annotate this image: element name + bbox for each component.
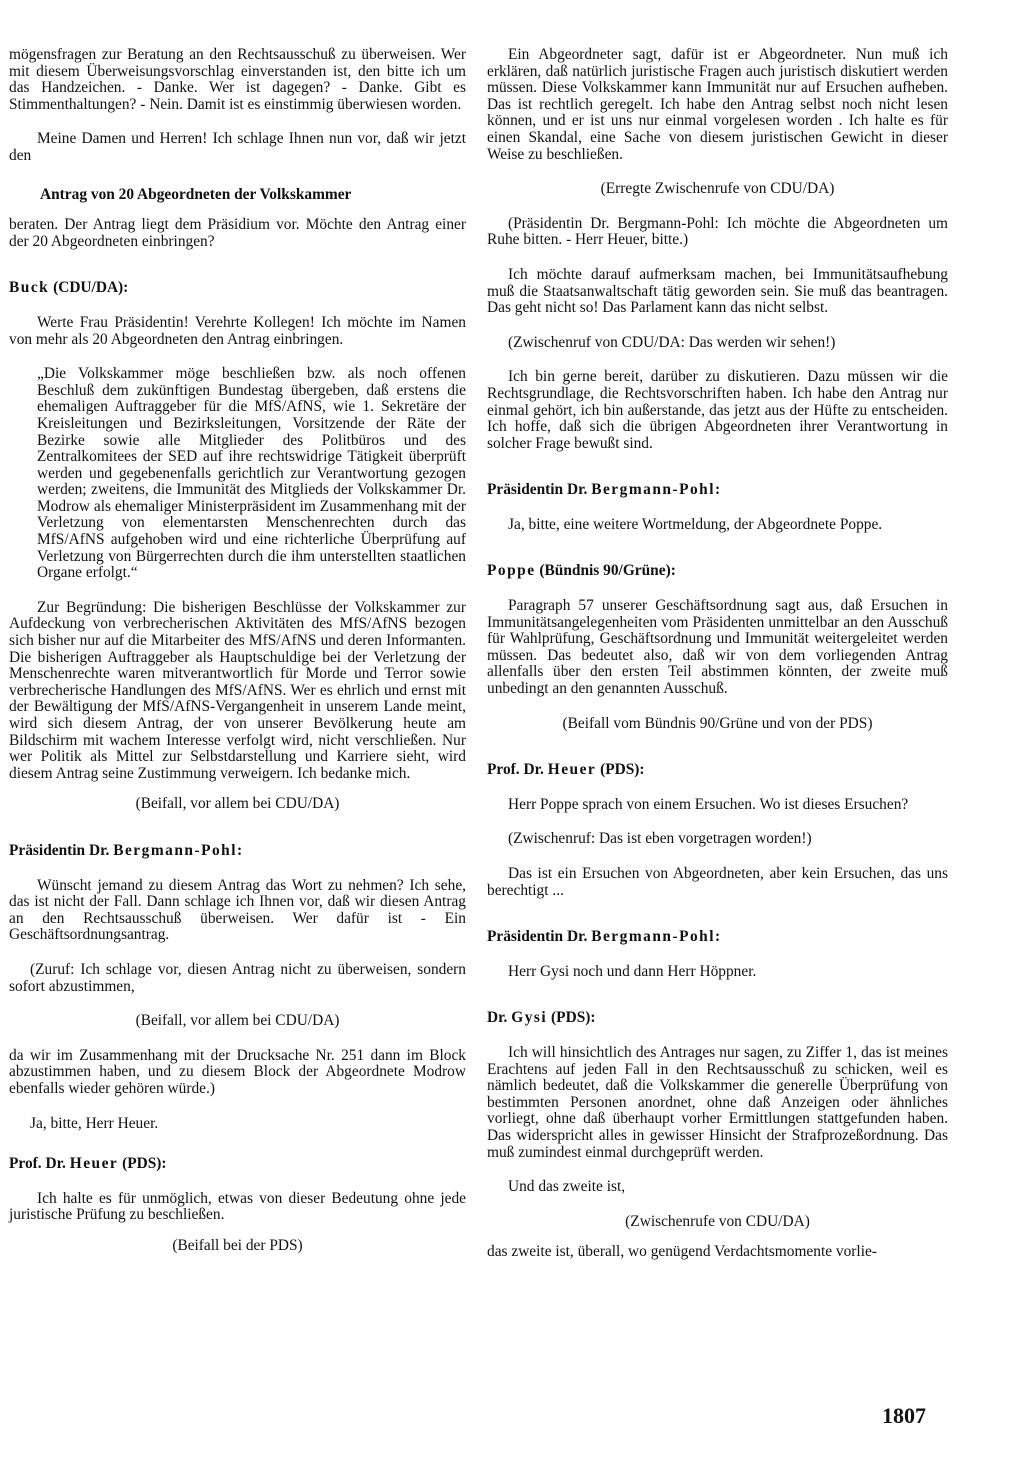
speaker-heading <box>487 762 948 779</box>
speaker-heading <box>487 1010 948 1027</box>
speaker-party: (Bündnis 90/Grüne): <box>539 562 676 580</box>
speaker-name: Heuer <box>69 1155 119 1173</box>
speaker-heading <box>487 929 948 946</box>
paragraph: Ich möchte darauf aufmerksam machen, bei Immunitätsaufhebung muß die Staatsanwaltschaft tätig geworden sein. Sie muß das beantragen. Das geht nicht so! Das Parlament kann das nicht selbst. <box>487 265 948 317</box>
interjection: (Zwischenruf von CDU/DA: Das werden wir sehen!) <box>508 333 836 351</box>
paragraph: Ja, bitte, Herr Heuer. <box>30 1114 159 1132</box>
paragraph: Zur Begründung: Die bisherigen Beschlüsse der Volkskammer zur Aufdeckung von verbrecherischen Aktivitäten des MfS/AfNS bezogen sich bisher nur auf die Mitarbeiter des MfS/AfNS und deren Informanten. Die bisherigen Auftraggeber als Hauptschuldige bei der Verletzung der Menschenrechte waren mitverantwortlich für Morde und Terror sowie verbrecherische Handlungen des MfS/AfNS. Wer es ehrlich und ernst mit der Bewältigung der MfS/AfNS-Vergangenheit in unserem Lande meint, wird sich diesem Antrag, der von unserer Bevölkerung heute am Bildschirm mit wachem Interesse verfolgt wird, nicht verschließen. Nur wer Politik als Mittel zur Selbstdarstellung und Karriere sieht, wird diesem Antrag seine Zustimmung verweigern. Ich bedanke mich. <box>9 598 466 782</box>
speaker-title: Prof. Dr. <box>9 1155 66 1173</box>
speaker-heading <box>487 482 948 499</box>
speaker-title: Prof. Dr. <box>487 761 544 779</box>
page-number: 1807 <box>882 1403 926 1428</box>
speaker-title: Dr. <box>487 1009 508 1027</box>
speaker-party: (PDS): <box>122 1155 167 1173</box>
paragraph: beraten. Der Antrag liegt dem Präsidium vor. Möchte den Antrag einer der 20 Abgeordneten einbringen? <box>9 216 466 250</box>
speaker-party: (CDU/DA): <box>53 279 129 297</box>
speaker-name: Heuer <box>547 761 597 779</box>
speaker-name: Buck <box>9 279 50 297</box>
paragraph: Ich bin gerne bereit, darüber zu diskutieren. Dazu müssen wir die Rechtsgrundlage, die Rechtsvorschriften haben. Ich habe den Antrag nur einmal gehört, ich bin außerstande, das jetzt aus der Hüfte zu entscheiden. Ich hoffe, daß sich die übrigen Abgeordneten ihrer Verantwortung in solcher Frage bewußt sind. <box>487 368 948 452</box>
paragraph: Ich will hinsichtlich des Antrages nur sagen, zu Ziffer 1, das ist meines Erachtens auf jeden Fall in den Rechtsausschuß zu schicken, weil es nämlich bedeutet, daß die Volkskammer die generelle Überprüfung von bestimmten Personen anordnet, ohne daß Anzeigen oder ähnliches vorliegt, ohne daß überhaupt vorher Ermittlungen stattgefunden haben. Das widerspricht alles in gewisser Hinsicht der Strafprozeßordnung. Das muß zumindest einmal durchgeprüft werden. <box>487 1043 948 1161</box>
speaker-party: (PDS): <box>551 1009 596 1027</box>
paragraph: Paragraph 57 unserer Geschäftsordnung sagt aus, daß Ersuchen in Immunitätsangelegenheiten vom Präsidenten unmittelbar an den Ausschuß für Wahlprüfung, Geschäftsordnung und Immunität weitergeleitet werden müssen. Das bedeutet also, daß wir von dem vorliegenden Antrag allenfalls über den ersten Teil abstimmen könnten, der zweite muß unbedingt an den genannten Ausschuß. <box>487 597 948 698</box>
paragraph: das zweite ist, überall, wo genügend Verdachtsmomente vorlie- <box>487 1243 877 1261</box>
paragraph: Ich halte es für unmöglich, etwas von dieser Bedeutung ohne jede juristische Prüfung zu beschließen. <box>9 1189 466 1224</box>
applause-note: (Beifall, vor allem bei CDU/DA) <box>135 1012 340 1030</box>
paragraph: Herr Poppe sprach von einem Ersuchen. Wo ist dieses Ersuchen? <box>508 795 909 813</box>
speaker-name: Bergmann-Pohl: <box>591 928 722 946</box>
speaker-title: Präsidentin Dr. <box>9 841 110 859</box>
speaker-name: Bergmann-Pohl: <box>113 841 244 859</box>
interjection: (Präsidentin Dr. Bergmann-Pohl: Ich möchte die Abgeordneten um Ruhe bitten. - Herr Heuer, bitte.) <box>487 214 948 249</box>
speaker-heading <box>9 843 466 860</box>
speaker-name: Bergmann-Pohl: <box>591 481 722 499</box>
applause-note: (Beifall, vor allem bei CDU/DA) <box>135 795 340 813</box>
paragraph: Und das zweite ist, <box>508 1178 626 1196</box>
speaker-party: (PDS): <box>600 761 645 779</box>
paragraph: mögensfragen zur Beratung an den Rechtsausschuß zu überweisen. Wer mit diesem Überweisungsvorschlag einverstanden ist, den bitte ich um das Handzeichen. - Danke. Wer ist dagegen? - Danke. Gibt es Stimmenthaltungen? - Nein. Damit ist es einstimmig überwiesen worden. <box>9 46 466 113</box>
interjection-continued: da wir im Zusammenhang mit der Drucksache Nr. 251 dann im Block abzustimmen haben, und zu diesem Block der Abgeordnete Modrow ebenfalls wieder gehören würde.) <box>9 1046 466 1097</box>
paragraph: Wünscht jemand zu diesem Antrag das Wort zu nehmen? Ich sehe, das ist nicht der Fall. Dann schlage ich Ihnen vor, daß wir diesen Antrag an den Rechtsausschuß überweisen. Wer dafür ist - Ein Geschäftsordnungsantrag. <box>9 876 466 944</box>
paragraph: Meine Damen und Herren! Ich schlage Ihnen nun vor, daß wir jetzt den <box>9 130 466 164</box>
interjection: (Zwischenruf: Das ist eben vorgetragen worden!) <box>508 830 812 848</box>
motion-quote: „Die Volkskammer möge beschließen bzw. als noch offenen Beschluß dem zukünftigen Bundestag übergeben, daß erstens die ehemaligen Auftraggeber für die MfS/AfNS, wie 1. Sekretäre der Kreisleitungen und Bezirksleitungen, Vorsitzende der Räte der Bezirke sowie alle Mitglieder des Politbüros und des Zentralkomitees der SED auf ihre rechtswidrige Tätigkeit überprüft werden und gegebenenfalls gerichtlich zur Verantwortung gezogen werden; zweitens, die Immunität des Mitglieds der Volkskammer Dr. Modrow als ehemaliger Ministerpräsident im Zusammenhang mit der Verletzung von elementarsten Menschenrechten durch das MfS/AfNS aufgehoben wird und eine richterliche Überprüfung auf Verletzung von Bürgerrechten durch die ihm unterstellten staatlichen Organe erfolgt.“ <box>37 365 466 582</box>
speaker-title: Präsidentin Dr. <box>487 481 588 499</box>
left-column <box>9 47 466 1254</box>
applause-note: (Beifall vom Bündnis 90/Grüne und von der PDS) <box>562 714 873 732</box>
paragraph: Werte Frau Präsidentin! Verehrte Kollegen! Ich möchte im Namen von mehr als 20 Abgeordneten den Antrag einbringen. <box>9 313 466 348</box>
interjection-note: (Erregte Zwischenrufe von CDU/DA) <box>600 180 835 198</box>
speaker-heading <box>9 280 466 297</box>
interjection-note: (Zwischenrufe von CDU/DA) <box>625 1212 810 1230</box>
speaker-title: Präsidentin Dr. <box>487 928 588 946</box>
paragraph: Ja, bitte, eine weitere Wortmeldung, der Abgeordnete Poppe. <box>508 515 883 533</box>
speaker-name: Gysi <box>511 1009 548 1027</box>
speaker-heading <box>487 563 948 580</box>
speaker-heading <box>9 1156 466 1173</box>
paragraph: Das ist ein Ersuchen von Abgeordneten, aber kein Ersuchen, das uns berechtigt ... <box>487 865 948 899</box>
paragraph: Herr Gysi noch und dann Herr Höppner. <box>508 962 757 980</box>
right-column <box>487 47 948 1261</box>
interjection: (Zuruf: Ich schlage vor, diesen Antrag nicht zu überweisen, sondern sofort abzustimmen, <box>9 960 466 995</box>
speaker-name: Poppe <box>487 562 536 580</box>
applause-note: (Beifall bei der PDS) <box>172 1236 303 1254</box>
paragraph: Ein Abgeordneter sagt, dafür ist er Abgeordneter. Nun muß ich erklären, daß natürlich juristische Fragen auch juristisch diskutiert werden müssen. Diese Volkskammer kann Immunität nur auf Ersuchen aufheben. Das ist rechtlich geregelt. Ich habe den Antrag selbst noch nicht lesen können, und er ist uns nur einmal vorgelesen worden . Ich halte es für einen Skandal, eine Sache von diesem juristischen Gewicht in dieser Weise zu beschließen. <box>487 46 948 163</box>
agenda-heading: Antrag von 20 Abgeordneten der Volkskammer <box>40 185 352 203</box>
